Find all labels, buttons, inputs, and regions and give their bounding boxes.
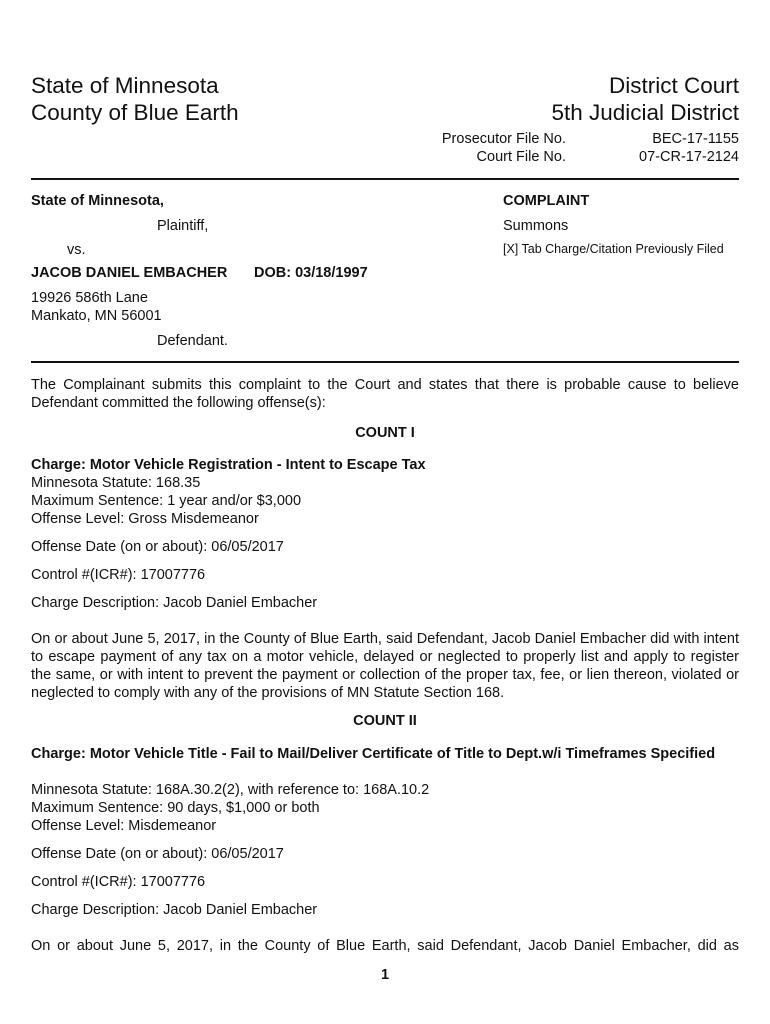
defendant-role: Defendant. [157, 333, 228, 349]
prosecutor-file-label: Prosecutor File No. [441, 131, 566, 147]
count-1-max-sentence: Maximum Sentence: 1 year and/or $3,000 [31, 493, 302, 509]
count-2-max-sentence: Maximum Sentence: 90 days, $1,000 or both [31, 800, 320, 816]
count-1-offense-level: Offense Level: Gross Misdemeanor [31, 511, 259, 527]
court-file-number: 07-CR-17-2124 [639, 149, 739, 165]
plaintiff-role: Plaintiff, [157, 218, 209, 234]
count-1-charge: Charge: Motor Vehicle Registration - Intent to Escape Tax [31, 457, 426, 473]
count-1-title: COUNT I [355, 425, 415, 441]
court-heading: District Court [608, 73, 739, 98]
address-line-1: 19926 586th Lane [31, 290, 148, 306]
defendant-dob: DOB: 03/18/1997 [254, 265, 368, 281]
county-heading: County of Blue Earth [31, 100, 239, 125]
summons-label: Summons [503, 218, 569, 234]
caption-divider [31, 361, 739, 363]
district-heading: 5th Judicial District [551, 100, 739, 125]
plaintiff-name: State of Minnesota, [31, 193, 164, 209]
top-divider [31, 178, 739, 180]
count-1-statute: Minnesota Statute: 168.35 [31, 475, 201, 491]
document-type: COMPLAINT [503, 193, 590, 209]
count-2-charge: Charge: Motor Vehicle Title - Fail to Mail/Deliver Certificate of Title to Dept.w/i Timeframes Specified [31, 746, 716, 762]
court-file-label: Court File No. [476, 149, 566, 165]
page-number: 1 [380, 967, 390, 983]
intro-paragraph: The Complainant submits this complaint to the Court and states that there is probable cause to believe Defendant committed the following offense(s): [31, 377, 739, 411]
state-heading: State of Minnesota [31, 73, 219, 98]
count-2-narrative: On or about June 5, 2017, in the County of Blue Earth, said Defendant, Jacob Daniel Embacher, did as [31, 938, 739, 954]
count-1-control-number: Control #(ICR#): 17007776 [31, 567, 206, 583]
count-2-statute: Minnesota Statute: 168A.30.2(2), with reference to: 168A.10.2 [31, 782, 430, 798]
count-2-offense-level: Offense Level: Misdemeanor [31, 818, 217, 834]
count-2-offense-date: Offense Date (on or about): 06/05/2017 [31, 846, 284, 862]
defendant-name: JACOB DANIEL EMBACHER [31, 265, 228, 281]
count-2-title: COUNT II [353, 713, 417, 729]
address-line-2: Mankato, MN 56001 [31, 308, 162, 324]
count-1-offense-date: Offense Date (on or about): 06/05/2017 [31, 539, 284, 555]
count-2-charge-description: Charge Description: Jacob Daniel Embacher [31, 902, 318, 918]
prosecutor-file-number: BEC-17-1155 [652, 131, 739, 147]
count-2-control-number: Control #(ICR#): 17007776 [31, 874, 206, 890]
tab-charge-checkbox-label: [X] Tab Charge/Citation Previously Filed [503, 242, 724, 256]
versus-label: vs. [67, 242, 86, 258]
count-1-narrative: On or about June 5, 2017, in the County of Blue Earth, said Defendant, Jacob Daniel Embacher did with intent to escape payment of any tax on a motor vehicle, delayed or neglected to properly list and apply to register the same, or with intent to prevent the payment or collection of the proper tax, fee, or lien thereon, violated or neglected to comply with any of the provisions of MN Statute Section 168. [31, 631, 739, 701]
count-1-charge-description: Charge Description: Jacob Daniel Embacher [31, 595, 318, 611]
